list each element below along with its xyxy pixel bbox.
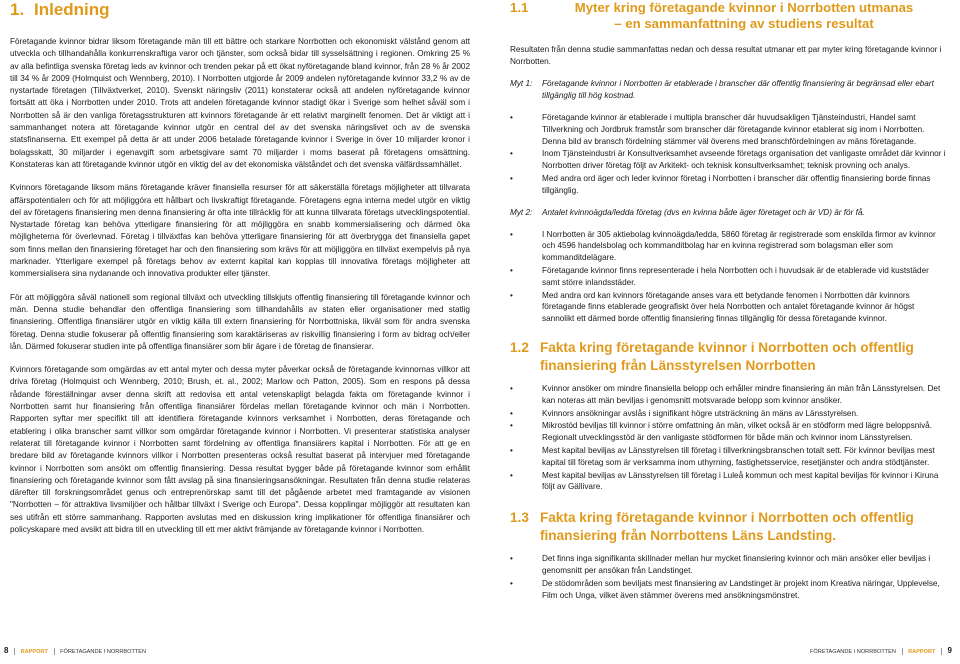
footer-divider xyxy=(941,648,942,655)
myth-1-bullets xyxy=(510,112,948,197)
left-footer xyxy=(0,646,480,658)
myth-2-bullets xyxy=(510,229,948,325)
section-2-bullets xyxy=(510,383,948,493)
section-1-heading xyxy=(510,0,948,32)
list-item: • Kvinnors ansökningar avslås i signifikant högre utsträckning än mäns av Länsstyrelsen. xyxy=(510,408,859,418)
chapter-title: Inledning xyxy=(34,0,110,19)
section-2-heading xyxy=(510,339,948,375)
bullet-icon: • xyxy=(510,383,513,393)
paragraph-3: För att möjliggöra såväl nationell som regional tillväxt och utveckling tillskjuts offentlig finansiering till företagande kvinnor och män. Denna studie behandlar den offentliga finansiering som tillhandahålls av staten eller organisationer med statlig finansiering. Offentliga finansiärer utgör en viktig källa till extern finansiering för Norrbottniska, likväl som för andra svenska företag. Denna studie fokuserar på offentlig finansiering som karaktäriseras av riskvillig finansiering i form av bidrag och/eller lån. Därmed fokuserar studien inte på offentliga finansiärer som blir ägare i de företag de finansierar. xyxy=(10,292,470,351)
list-item: • Mest kapital beviljas av Länsstyrelsen till företag i Luleå kommun och mest kapital beviljas för kvinnor i Kiruna följt av Gällivare. xyxy=(510,470,939,492)
footer-title: FÖRETAGANDE I NORRBOTTEN xyxy=(809,649,896,655)
section-2-title: Fakta kring företagande kvinnor i Norrbotten och offentlig finansiering från Länsstyrelsen Norrbotten xyxy=(540,339,914,373)
chapter-heading xyxy=(10,0,470,36)
list-item: • Kvinnor ansöker om mindre finansiella belopp och erhåller mindre finansiering än män från Länsstyrelsen. Det kan noteras att män beviljas i genomsnitt motsvarade belopp som kvinnor ansöker. xyxy=(510,383,941,405)
list-item: • Företagande kvinnor finns representerade i hela Norrbotten och i huvudsak är de etablerade vid kuststäder samt större inlandsstäder. xyxy=(510,265,929,287)
section-1-title-line1: Myter kring företagande kvinnor i Norrbotten utmanas xyxy=(574,0,914,15)
bullet-icon: • xyxy=(510,554,513,564)
list-item: • Med andra ord kan kvinnors företagande anses vara ett betydande fenomen i Norrbotten där kvinnors företagande finns etablerade geografiskt över hela Norrbotten och antalet företagande kvinnor är högst sannolikt ett därmed borde offentlig finansiering finnas tillgänglig för dessa företagande kvinnor. xyxy=(510,290,915,324)
bullet-icon: • xyxy=(510,470,513,480)
myth-1 xyxy=(510,78,948,102)
list-item: • Mikrostöd beviljas till kvinnor i större omfattning än män, vilket också är en stödform med lägre beloppsnivå. Regionalt utvecklingsstöd är den vanligaste stödformen för både män och kvinnor inom Länsstyrelsen. xyxy=(510,421,932,443)
list-item: • Inom Tjänsteindustri är Konsultverksamhet avseende företags organisation det vanligaste området där kvinnor i Norrbotten driver företag följt av Arkitekt- och teknisk konsultverksamhet; teknisk provning och analys. xyxy=(510,149,946,171)
footer-tag: RAPPORT xyxy=(908,649,936,655)
left-page-number: 8 xyxy=(4,646,9,655)
bullet-icon: • xyxy=(510,408,513,418)
bullet-icon: • xyxy=(510,445,513,455)
right-footer xyxy=(480,646,960,658)
bullet-icon: • xyxy=(510,290,513,300)
paragraph-4: Kvinnors företagande som omgärdas av ett antal myter och dessa myter påverkar också de företagande kvinnornas villkor att driva företag (Holmquist och Wennberg, 2010; Brush, et. al., 2002; Marlow och Patton, 2005). Som en respons på dessa rådande föreställningar avser denna skrift att redovisa ett antal vetenskapligt belagda fakta om företagande kvinnor i Norrbotten samt hur finansiering från offentliga finansiärer fördelas mellan företagande kvinnor och män i Norrbotten. Rapporten syftar mer specifikt till att identifiera företagande kvinnors verksamhet i Norrbotten, deras företagande och etablering i olika branscher samt villkor som omgärdar företagande kvinnor i Norrbotten. Vi presenterar statistiska analyser relaterat till företagande kvinnor i Norrbotten samt fördelning av offentliga finansiärers kapital i Norrbotten. För att ge en bredare bild av företagande kvinnors villkor i Norrbotten presenteras också resultat baserat på intervjuer med företagande kvinnor i Norrbotten som ansökt om offentlig finansiering. Dessa resultat bygger både på företagande kvinnor som erhållit finansiering och företagande kvinnor som fått avslag på sina finansieringsansökningar. Resultaten från denna studie relateras därefter till forskningsområdet genus och entreprenörskap samt till det pågående arbetet med framtagande av visionen "Norrbotten – för attraktiva livsmiljöer och hållbar tillväxt i Sverige och Europa". Dessa kopplingar möjliggör att resultaten kan ses utifrån ett större sammanhang. Rapporten avslutas med en diskussion kring implikationer för offentliga finansiärer och policyskapare med avsikt att bidra till en utveckling till ett mer aktivt främjande av företagande kvinnor i Norrbotten. xyxy=(10,365,470,534)
paragraph-2: Kvinnors företagande liksom mäns företagande kräver finansiella resurser för att säkerställa företags möjligheter att tillvarata affärspotentialen och för att möjliggöra ett hållbart och livskraftigt företagande. Företagens egna interna medel utgör en viktig del av företagens finansiering men denna finansiering är ofta inte tillräcklig för att kunna tillvarata företags utvecklingspotential. Nystartade företag kan behöva ytterligare finansiering för att möjliggöra en snabb kommersialisering och därmed öka möjligheterna för överlevnad. Företag i tillväxtfas kan behöva ytterligare finansiering för att överbrygga det finansiella gapet som finns mellan den finansiering företaget har och den finansiering som krävs för att möjliggöra en tillväxt exempelvis på nya marknader. Ytterligare exempel på företags behov av externt kapital kan kopplas till innovativa företags möjligheter att kommersialisera sina nydanande och innovativa produkter eller tjänster. xyxy=(10,183,470,279)
footer-title: FÖRETAGANDE I NORRBOTTEN xyxy=(60,649,147,655)
myth-2-text: Antalet kvinnoägda/ledda företag (dvs en kvinna både äger företaget och är VD) är för få. xyxy=(542,207,865,217)
footer-divider xyxy=(54,648,55,655)
list-item: • Det finns inga signifikanta skillnader mellan hur mycket finansiering kvinnor och män ansöker eller beviljas i genomsnitt per ansökan från Landstinget. xyxy=(510,554,931,575)
myth-1-label: Myt 1: xyxy=(510,79,533,88)
section-3-heading xyxy=(510,509,948,545)
section-1-number: 1.1 xyxy=(510,0,529,15)
bullet-icon: • xyxy=(510,149,513,159)
list-item: • De stödområden som beviljats mest finansiering av Landstinget är projekt inom Kreativa näringar, Upplevelse, Film och Unga, vilket även stämmer överens med ansökningsmönstret. xyxy=(510,578,940,600)
myth-1-text: Företagande kvinnor i Norrbotten är etablerade i branscher där offentlig finansiering är begränsad eller ebart tillgänglig till hög kostnad. xyxy=(542,79,934,100)
list-item: • I Norrbotten är 305 aktiebolag kvinnoägda/ledda, 5860 företag är registrerade som enskilda firmor av kvinnor och 4596 handelsbolag och kommanditbolag har en kvinna registrerad som bolagsman eller som kommanditdelägare. xyxy=(510,229,936,263)
list-item: • Med andra ord äger och leder kvinnor företag i Norrbotten i branscher där offentlig finansiering borde finnas tillgänglig. xyxy=(510,173,931,195)
bullet-icon: • xyxy=(510,173,513,183)
right-page xyxy=(480,0,960,664)
right-page-content xyxy=(510,0,948,602)
list-item: • Mest kapital beviljas av Länsstyrelsen till företag i tillverkningsbranschen totalt sett. För kvinnor beviljas mest kapital till företag som är verksamma inom uthyrning, fastighetsservice, resetjänster och andra stödtjänster. xyxy=(510,445,935,467)
bullet-icon: • xyxy=(510,229,513,239)
section-1-title xyxy=(540,0,948,32)
bullet-icon: • xyxy=(510,421,513,431)
paragraph-1: Företagande kvinnor bidrar liksom företagande män till ett bättre och starkare Norrbotten och ekonomiskt välstånd genom att utveckla och tillhandahålla konkurrenskraftiga varor och tjänster, som också bidar till sysselsättning i regionen. Omkring 25 % av alla befintliga svenska företag leds av kvinnor och trenden pekar på ett ökat nyföretagande bland kvinnor, från 28 % år 2002 till 34 % år 2009 (Holmquist och Wennberg, 2010). I Norrbotten utgjorde år 2009 andelen nyföretagande kvinnor 33,2 % av de nystartade företagen (Tillväxtverket, 2010). Svenskt näringsliv (2011) konstaterar också att andelen nyföretagande kvinnor fortsätt att öka i Norrbotten under 2010. Trots att andelen företagande kvinnor stadigt ökar i Sverige som helhet såväl som i Norrbotten så är den vanliga företagsstrukturen att kvinnors företagande är ett relativt marginellt fenomen. Det är viktigt att i sammanhanget notera att företagande kvinnor utgör en central del av det svenska näringslivet och av de svenska statsfinanserna. Ett exempel på detta är att under 2006 betalade företagande kvinnor i Sverige in över 10 miljarder kronor i bolagsskatt, 30 miljarder i egenavgift som arbetsgivare samt 70 miljarder i moms baserat på företagens omsättning. Konstateras kan att företagande kvinnor utgör en viktig del av det ekonomiska välståndet och det svenska välfärdssamhället. xyxy=(10,37,470,169)
list-item: • Företagande kvinnor är etablerade i multipla branscher där huvudsakligen Tjänsteindustri, Handel samt Tillverkning och Jordbruk framstår som branscher där företagande kvinnor etablerat sig inom i Norrbotten. Denna bild av bransch fördelning stämmer väl överens med branschfördelningen av mäns företagande. xyxy=(510,113,925,146)
bullet-icon: • xyxy=(510,265,513,275)
left-page-content xyxy=(10,0,470,547)
myth-2-label: Myt 2: xyxy=(510,207,533,217)
bullet-icon: • xyxy=(510,578,513,588)
section-3-number: 1.3 xyxy=(510,510,529,526)
section-1-intro: Resultaten från denna studie sammanfattas nedan och dessa resultat utmanar ett par myter kring företagande kvinnor i Norrbotten. xyxy=(510,45,942,66)
myth-2 xyxy=(510,207,948,219)
footer-divider xyxy=(902,648,903,655)
footer-tag: RAPPORT xyxy=(20,649,48,655)
bullet-icon: • xyxy=(510,113,513,122)
section-2-number: 1.2 xyxy=(510,339,529,355)
right-page-number: 9 xyxy=(947,646,952,655)
section-3-title: Fakta kring företagande kvinnor i Norrbotten och offentlig finansiering från Norrbottens Läns Landsting. xyxy=(540,510,914,544)
section-3-bullets xyxy=(510,553,948,601)
chapter-number: 1. xyxy=(10,0,25,19)
footer-divider xyxy=(14,648,15,655)
section-1-title-line2: – en sammanfattning av studiens resultat xyxy=(614,16,874,31)
